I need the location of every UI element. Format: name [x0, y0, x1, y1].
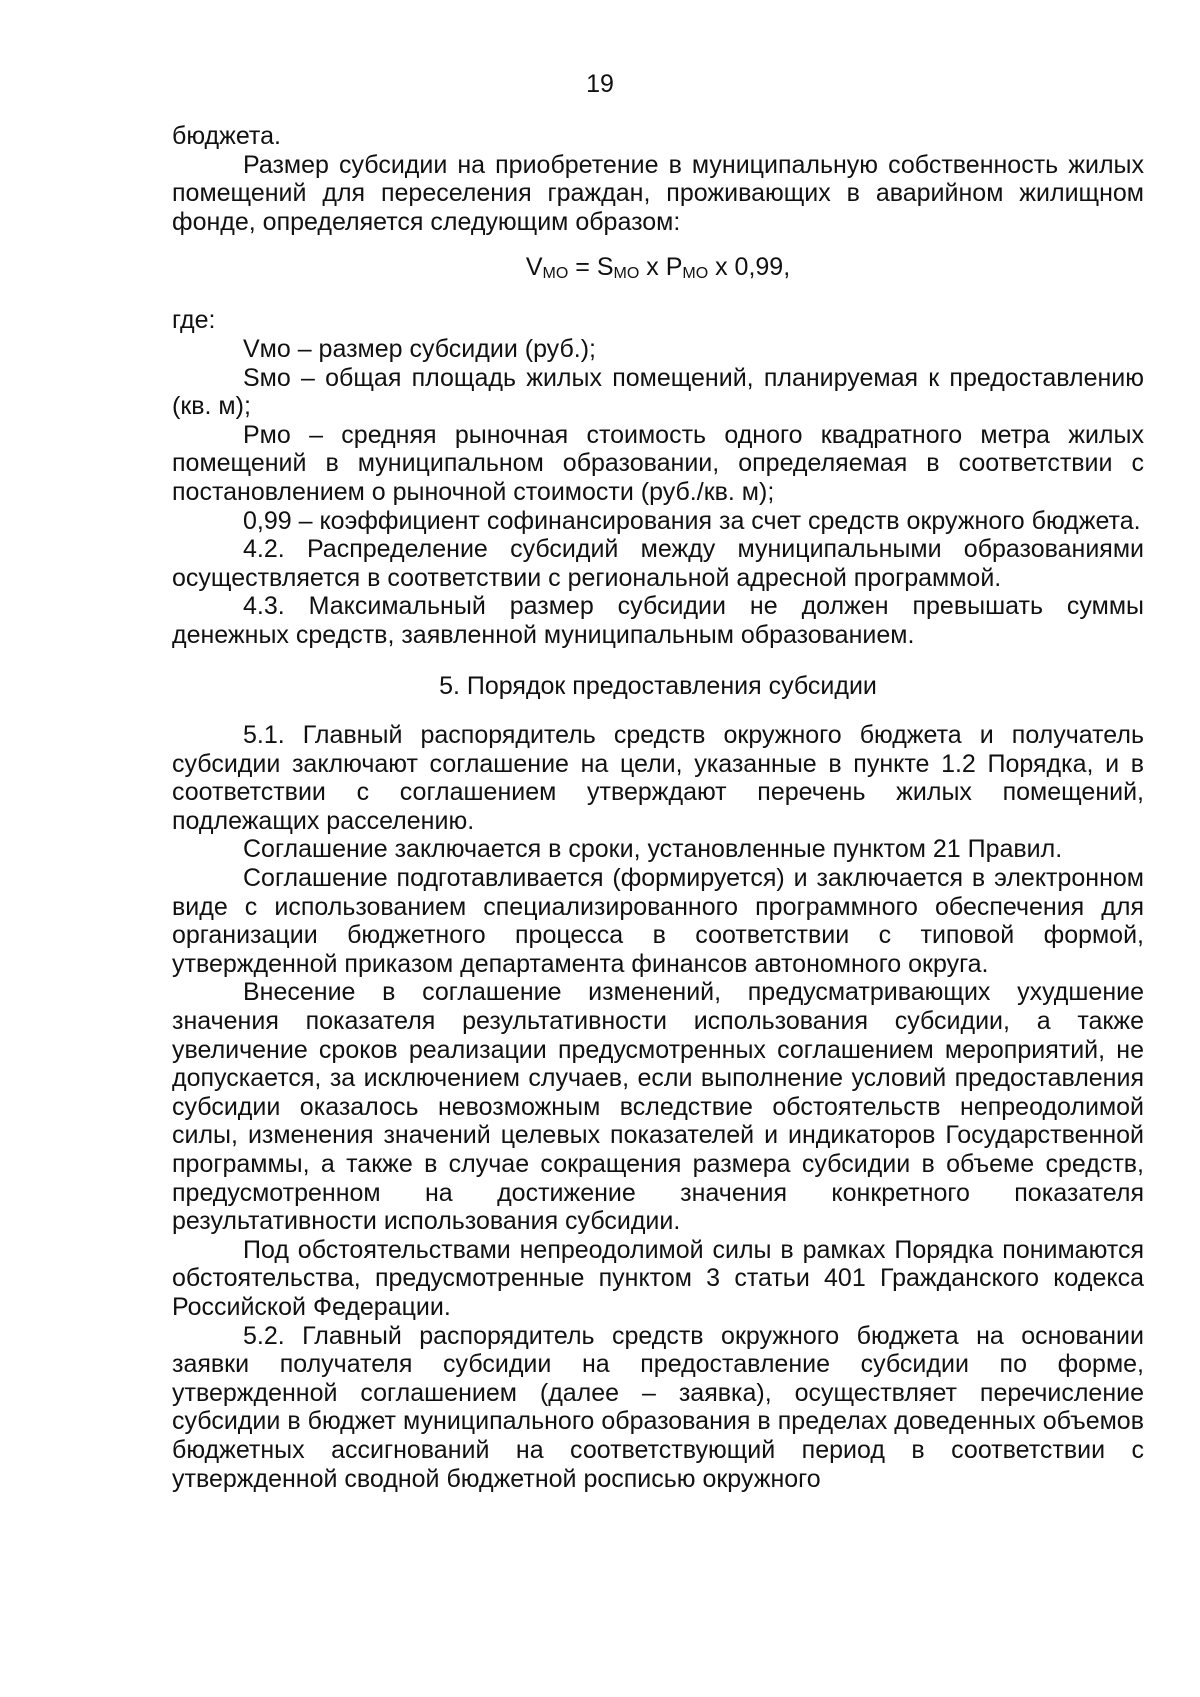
clause-4-2: 4.2. Распределение субсидий между муниципальными образованиями осуществляется в соответствии с региональной адресной программой.: [172, 535, 1144, 592]
formula-p-sub: МО: [682, 265, 709, 283]
clause-4-3: 4.3. Максимальный размер субсидии не должен превышать суммы денежных средств, заявленной муниципальным образованием.: [172, 592, 1144, 649]
page-number: 19: [586, 70, 614, 98]
clause-5-1: 5.1. Главный распорядитель средств окружного бюджета и получатель субсидии заключают соглашение на цели, указанные в пункте 1.2 Порядка, и в соответствии с соглашением утверждают перечень жилых помещений, подлежащих расселению.: [172, 721, 1144, 835]
paragraph-subsidy-size: Размер субсидии на приобретение в муниципальную собственность жилых помещений для переселения граждан, проживающих в аварийном жилищном фонде, определяется следующим образом:: [172, 150, 1144, 236]
formula-v: V: [525, 253, 543, 282]
paragraph-agreement-terms: Соглашение заключается в сроки, установленные пунктом 21 Правил.: [243, 835, 1063, 864]
where-label: где:: [172, 306, 216, 335]
definition-smo: Sмо – общая площадь жилых помещений, планируемая к предоставлению (кв. м);: [172, 363, 1144, 421]
paragraph-agreement-preparation: Соглашение подготавливается (формируется) и заключается в электронном виде с использованием специализированного программного обеспечения для организации бюджетного процесса в соответствии с типовой формой, утвержденной приказом департамента финансов автономного округа.: [172, 864, 1144, 978]
formula-x1: х: [639, 253, 666, 282]
definition-pmo: Рмо – средняя рыночная стоимость одного квадратного метра жилых помещений в муниципальном образовании, определяемая в соответствии с постановлением о рыночной стоимости (руб./кв. м);: [172, 420, 1144, 506]
definition-vmo: Vмо – размер субсидии (руб.);: [243, 334, 597, 363]
clause-5-2: 5.2. Главный распорядитель средств окружного бюджета на основании заявки получателя субсидии на предоставление субсидии по форме, утвержденной соглашением (далее – заявка), осуществляет перечисление субсидии в бюджет муниципального образования в пределах доведенных объемов бюджетных ассигнований на соответствующий период в соответствии с утвержденной сводной бюджетной росписью окружного: [172, 1321, 1144, 1493]
formula-eq: =: [568, 253, 597, 282]
formula-s-sub: МО: [613, 265, 640, 283]
formula-p: P: [665, 253, 683, 282]
subsidy-formula: [172, 250, 1144, 284]
formula-s: S: [596, 253, 614, 282]
formula-tail: х 0,99,: [708, 253, 791, 282]
paragraph-continuation: бюджета.: [172, 122, 281, 150]
definition-coefficient: 0,99 – коэффициент софинансирования за счет средств окружного бюджета.: [243, 506, 1141, 535]
formula-v-sub: МО: [542, 265, 569, 283]
paragraph-force-majeure: Под обстоятельствами непреодолимой силы в рамках Порядка понимаются обстоятельства, предусмотренные пунктом 3 статьи 401 Гражданского кодекса Российской Федерации.: [172, 1235, 1144, 1321]
paragraph-agreement-changes: Внесение в соглашение изменений, предусматривающих ухудшение значения показателя результативности использования субсидии, а также увеличение сроков реализации предусмотренных соглашением мероприятий, не допускается, за исключением случаев, если выполнение условий предоставления субсидии оказалось невозможным вследствие обстоятельств непреодолимой силы, изменения значений целевых показателей и индикаторов Государственной программы, а также в случае сокращения размера субсидии в объеме средств, предусмотренном на достижение значения конкретного показателя результативности использования субсидии.: [172, 978, 1144, 1236]
document-body: [172, 122, 1144, 1493]
section-heading: 5. Порядок предоставления субсидии: [439, 671, 877, 700]
